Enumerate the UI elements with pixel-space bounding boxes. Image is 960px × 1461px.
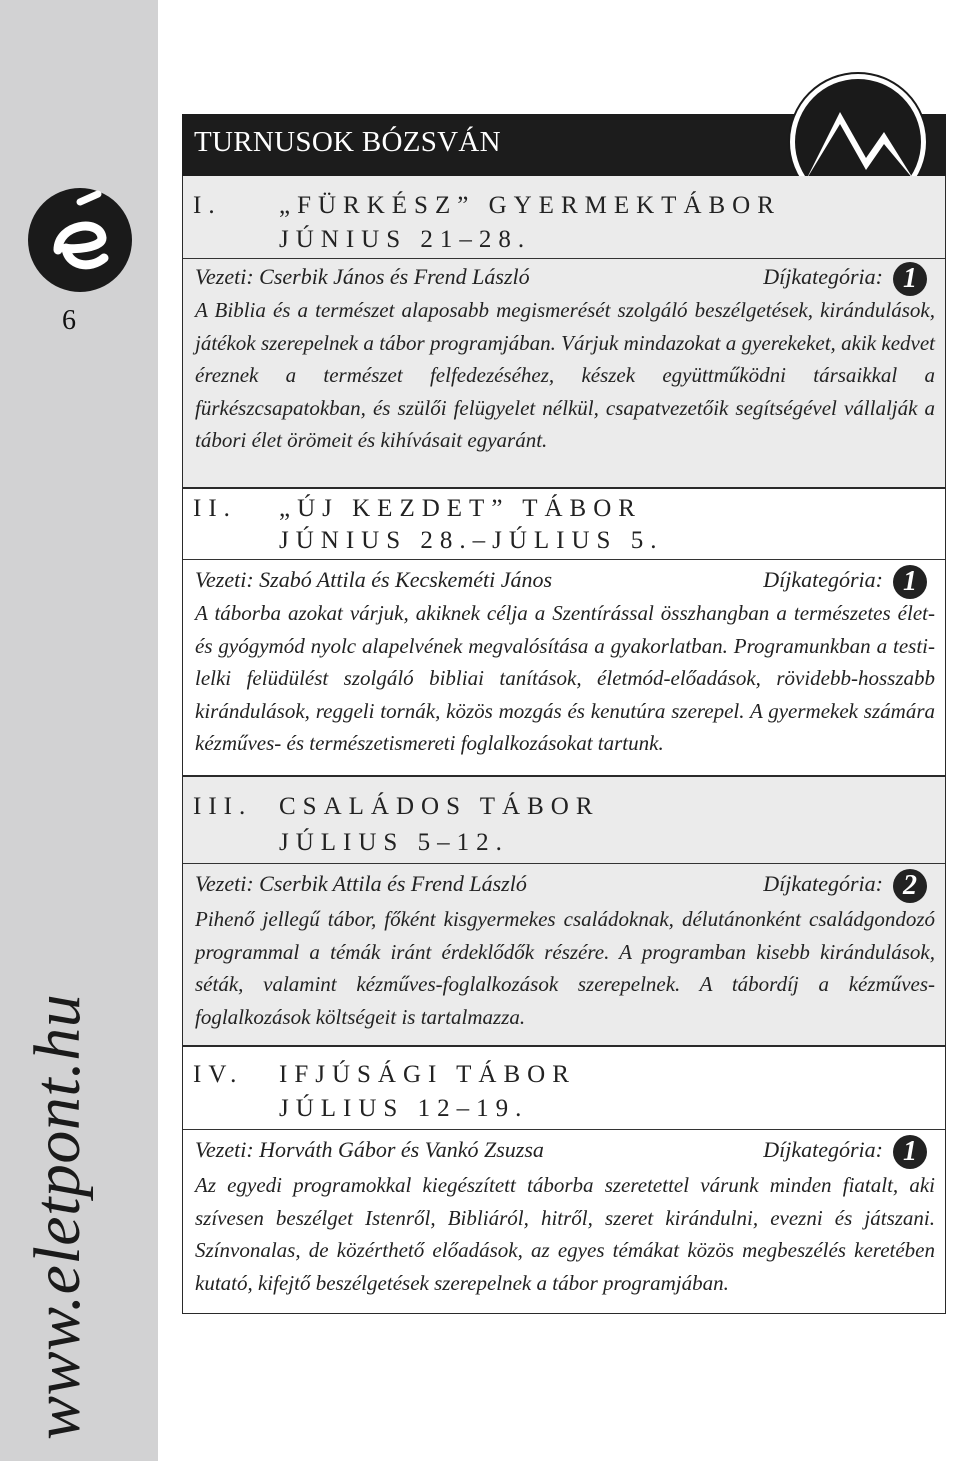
divider [183, 1129, 945, 1130]
camp-heading [193, 495, 642, 523]
fee-category-label: Díjkategória: [763, 264, 883, 289]
camp-number: IV. [193, 1061, 244, 1088]
fee-category-label: Díjkategória: [763, 871, 883, 896]
camp-dates: JÚNIUS 28.–JÚLIUS 5. [279, 527, 664, 554]
camp-name: „ÚJ KEZDET” TÁBOR [279, 495, 642, 522]
camp-dates: JÚLIUS 5–12. [279, 829, 509, 856]
e-letter-logo-icon [28, 188, 132, 292]
camp-dates: JÚLIUS 12–19. [279, 1095, 529, 1122]
fee-category-badge: 2 [893, 869, 927, 903]
fee-category-label: Díjkategória: [763, 567, 883, 592]
camp-leaders: Vezeti: Horváth Gábor és Vankó Zsuzsa [195, 1137, 544, 1162]
page-title: TURNUSOK BÓZSVÁN [194, 126, 501, 158]
camp-section-1 [182, 176, 946, 488]
camp-description: A táborba azokat várjuk, akiknek célja a Szentírással összhangban a természetes élet- és gyógymód nyolc alapelvének megvalósítása a gyakorlatban. Programunkban a testi-lelki felüdülést szolgáló bibliai tanítások, életmód-előadások, rövidebb-hosszabb kirándulások, reggeli tornák, közös mozgás és kenutúra szerepel. A gyermekek számára kézműves- és természetismereti foglalkozásokat tartunk. [195, 601, 935, 756]
camp-heading [193, 192, 781, 220]
divider [183, 559, 945, 560]
divider [183, 863, 945, 864]
camp-section-2 [182, 488, 946, 776]
camp-dates: JÚNIUS 21–28. [279, 226, 532, 253]
camp-heading [193, 1061, 576, 1089]
camp-section-4 [182, 1046, 946, 1314]
camp-section-3 [182, 776, 946, 1046]
fee-category-badge: 1 [893, 565, 927, 599]
camp-leaders: Vezeti: Cserbik Attila és Frend László [195, 871, 527, 896]
camp-number: I. [193, 192, 222, 219]
camp-name: CSALÁDOS TÁBOR [279, 793, 600, 820]
camp-description: A Biblia és a természet alaposabb megismerését szolgáló beszélgetések, kirándulások, játékok szerepelnek a tábor programjában. Várjuk mindazokat a gyerekeket, akik kedvet éreznek a természet felfedezéséhez, készek együttműködni társaikkal a fürkészcsapatokban, és szülői felügyelet nélkül, csapatvezetőik segítségével vállalják a tábori élet örömeit és kihívásait egyaránt. [195, 298, 935, 453]
divider [183, 258, 945, 259]
page-number: 6 [62, 305, 76, 336]
camp-leaders: Vezeti: Szabó Attila és Kecskeméti János [195, 567, 553, 592]
fee-category-badge: 1 [893, 262, 927, 296]
camp-name: IFJÚSÁGI TÁBOR [279, 1061, 576, 1088]
camp-description: Az egyedi programokkal kiegészített táborba szeretettel várunk minden fiatalt, aki szívesen beszélget Istenről, Bibliáról, hitről, szeret kirándulni, evezni és játszani. Színvonalas, de közérthető előadások, az egyes témákat közös megbeszélés keretében kutató, kifejtő beszélgetések szerepelnek a tábor programjában. [195, 1173, 935, 1295]
camp-number: III. [193, 793, 253, 820]
fee-category-label: Díjkategória: [763, 1137, 883, 1162]
fee-category-badge: 1 [893, 1135, 927, 1169]
camp-heading [193, 793, 600, 821]
camp-name: „FÜRKÉSZ” GYERMEKTÁBOR [279, 192, 781, 219]
camp-number: II. [193, 495, 237, 522]
website-url: www.eletpont.hu [21, 993, 94, 1440]
camp-description: Pihenő jellegű tábor, főként kisgyermekes családoknak, délutánonként családgondozó programmal a témák iránt érdeklődők részére. A programban kisebb kirándulások, séták, valamint kézműves-foglalkozások szerepelnek. A tábordíj a kézműves-foglalkozások költségeit is tartalmazza. [195, 907, 935, 1029]
camp-leaders: Vezeti: Cserbik János és Frend László [195, 264, 530, 289]
